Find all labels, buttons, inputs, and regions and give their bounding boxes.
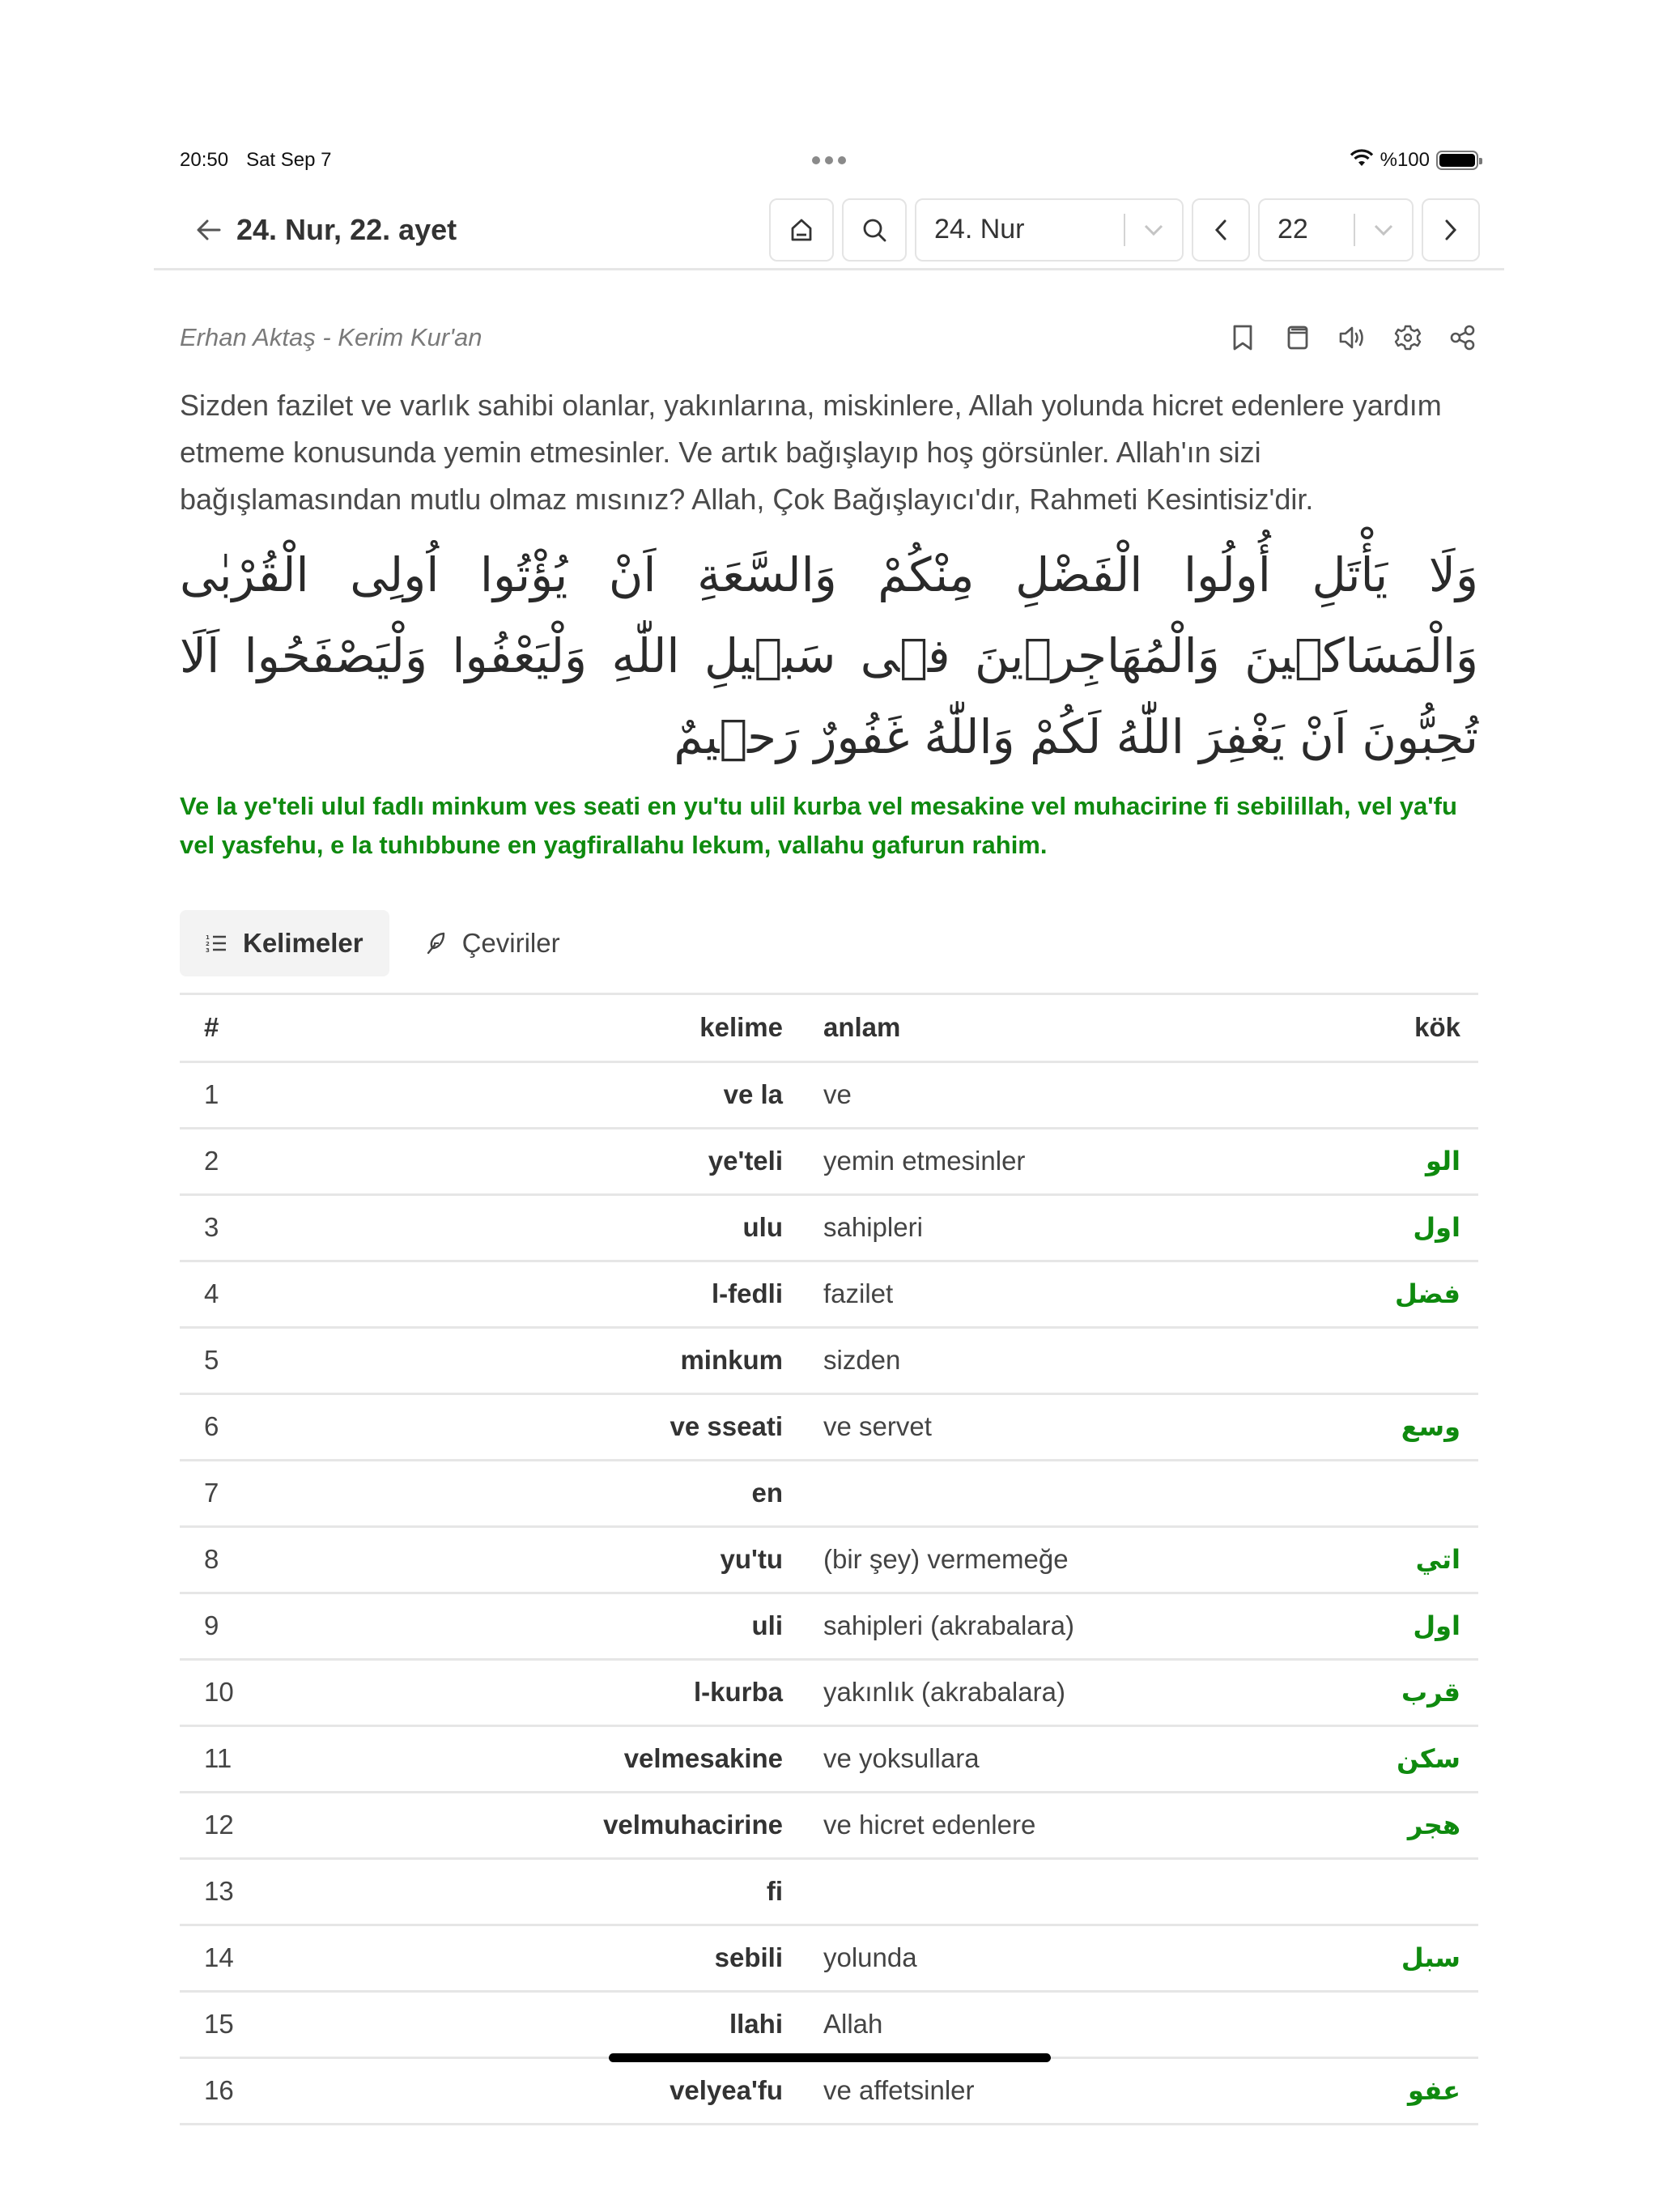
- previous-ayah-button[interactable]: [1192, 198, 1250, 262]
- word-number: 15: [180, 1991, 253, 2057]
- word-meaning: ve: [823, 1061, 1316, 1128]
- word-root: [1316, 1061, 1478, 1128]
- svg-text:1: 1: [206, 934, 210, 941]
- word-transliteration: velmuhacirine: [253, 1792, 823, 1858]
- verse-actions: [1227, 322, 1478, 353]
- bookmark-icon: [1232, 324, 1253, 351]
- word-meaning: (bir şey) vermemeğe: [823, 1526, 1316, 1593]
- book-button[interactable]: [1282, 322, 1313, 353]
- translator-row: [180, 311, 1478, 364]
- table-row[interactable]: [180, 1725, 1478, 1792]
- word-root: اتي: [1316, 1526, 1478, 1593]
- word-transliteration: ulu: [253, 1194, 823, 1261]
- translator-name[interactable]: Erhan Aktaş - Kerim Kur'an: [180, 323, 483, 351]
- page-title: 24. Nur, 22. ayet: [236, 212, 457, 246]
- word-number: 1: [180, 1061, 253, 1128]
- word-meaning: [823, 1858, 1316, 1925]
- audio-button[interactable]: [1337, 322, 1368, 353]
- word-transliteration: sebili: [253, 1925, 823, 1991]
- sura-select-value: 24. Nur: [934, 214, 1025, 245]
- column-header-meaning[interactable]: anlam: [823, 995, 1316, 1061]
- svg-text:3: 3: [206, 947, 210, 953]
- word-meaning: fazilet: [823, 1261, 1316, 1327]
- word-transliteration: yu'tu: [253, 1526, 823, 1593]
- column-header-number[interactable]: #: [180, 995, 253, 1061]
- word-root: عفو: [1316, 2057, 1478, 2124]
- word-number: 8: [180, 1526, 253, 1593]
- home-indicator[interactable]: [609, 2053, 1051, 2062]
- word-meaning: ve servet: [823, 1393, 1316, 1460]
- verse-transliteration: Ve la ye'teli ulul fadlı minkum ves seati en yu'tu ulil kurba vel mesakine vel muhacirine fi sebilillah, vel ya'fu vel yasfehu, e la tuhıbbune en yagfirallahu lekum, vallahu gafurun rahim.: [180, 792, 1457, 859]
- back-button[interactable]: [193, 214, 225, 246]
- word-meaning: yemin etmesinler: [823, 1128, 1316, 1194]
- word-root: [1316, 1991, 1478, 2057]
- arrow-left-icon: [197, 219, 221, 240]
- bookmark-button[interactable]: [1227, 322, 1258, 353]
- word-number: 5: [180, 1327, 253, 1393]
- word-transliteration: velyea'fu: [253, 2057, 823, 2124]
- word-root: وسع: [1316, 1393, 1478, 1460]
- word-number: 10: [180, 1659, 253, 1725]
- word-transliteration: en: [253, 1460, 823, 1526]
- table-row[interactable]: [180, 1792, 1478, 1858]
- word-transliteration: l-kurba: [253, 1659, 823, 1725]
- status-date: Sat Sep 7: [246, 149, 332, 171]
- words-table: [180, 995, 1478, 2125]
- tab-label: Çeviriler: [461, 928, 560, 958]
- table-row[interactable]: [180, 1194, 1478, 1261]
- chevron-down-icon: [1355, 223, 1412, 236]
- chevron-left-icon: [1214, 219, 1228, 241]
- word-transliteration: l-fedli: [253, 1261, 823, 1327]
- word-meaning: sahipleri (akrabalara): [823, 1593, 1316, 1659]
- table-row[interactable]: [180, 1061, 1478, 1128]
- word-root: هجر: [1316, 1792, 1478, 1858]
- column-header-word[interactable]: kelime: [253, 995, 823, 1061]
- verse-content: [180, 311, 1478, 2125]
- word-transliteration: velmesakine: [253, 1725, 823, 1792]
- speaker-icon: [1338, 325, 1367, 351]
- svg-text:2: 2: [206, 941, 210, 947]
- word-meaning: ve yoksullara: [823, 1725, 1316, 1792]
- word-root: اول: [1316, 1593, 1478, 1659]
- table-row[interactable]: [180, 1526, 1478, 1593]
- word-number: 2: [180, 1128, 253, 1194]
- word-root: سكن: [1316, 1725, 1478, 1792]
- navigation-toolbar: [769, 198, 1480, 262]
- multitasking-dots-icon[interactable]: [812, 156, 846, 164]
- share-button[interactable]: [1448, 322, 1478, 353]
- feather-icon: [425, 931, 446, 955]
- table-row[interactable]: [180, 1327, 1478, 1393]
- battery-icon: [1436, 151, 1478, 170]
- word-meaning: sahipleri: [823, 1194, 1316, 1261]
- word-transliteration: ve sseati: [253, 1393, 823, 1460]
- word-number: 14: [180, 1925, 253, 1991]
- word-transliteration: llahi: [253, 1991, 823, 2057]
- tab-label: Kelimeler: [243, 928, 363, 958]
- table-row[interactable]: [180, 1991, 1478, 2057]
- ayah-select[interactable]: [1258, 198, 1414, 262]
- word-root: [1316, 1327, 1478, 1393]
- table-row[interactable]: [180, 1393, 1478, 1460]
- word-transliteration: ye'teli: [253, 1128, 823, 1194]
- status-time: 20:50: [180, 149, 229, 171]
- word-root: قرب: [1316, 1659, 1478, 1725]
- search-icon: [861, 217, 887, 243]
- table-row[interactable]: [180, 1858, 1478, 1925]
- battery-percent: %100: [1380, 149, 1430, 171]
- home-button[interactable]: [769, 198, 834, 262]
- word-meaning: sizden: [823, 1327, 1316, 1393]
- word-number: 9: [180, 1593, 253, 1659]
- word-number: 7: [180, 1460, 253, 1526]
- table-row[interactable]: [180, 1925, 1478, 1991]
- table-row[interactable]: [180, 2057, 1478, 2124]
- word-transliteration: fi: [253, 1858, 823, 1925]
- column-header-root[interactable]: kök: [1316, 995, 1478, 1061]
- header-bar: [154, 191, 1504, 270]
- settings-button[interactable]: [1392, 322, 1423, 353]
- word-number: 4: [180, 1261, 253, 1327]
- table-row[interactable]: [180, 1128, 1478, 1194]
- gear-icon: [1394, 324, 1422, 351]
- tab-ceviriler[interactable]: [399, 910, 586, 976]
- table-row[interactable]: [180, 1460, 1478, 1526]
- word-meaning: ve affetsinler: [823, 2057, 1316, 2124]
- word-root: [1316, 1858, 1478, 1925]
- book-icon: [1286, 325, 1309, 351]
- status-indicators: [1350, 149, 1478, 172]
- search-button[interactable]: [842, 198, 907, 262]
- word-meaning: ve hicret edenlere: [823, 1792, 1316, 1858]
- word-meaning: [823, 1460, 1316, 1526]
- word-root: [1316, 1460, 1478, 1526]
- table-row[interactable]: [180, 1659, 1478, 1725]
- sura-select[interactable]: [915, 198, 1184, 262]
- word-number: 16: [180, 2057, 253, 2124]
- word-transliteration: ve la: [253, 1061, 823, 1128]
- home-icon: [790, 218, 813, 242]
- chevron-right-icon: [1443, 219, 1458, 241]
- word-meaning: yolunda: [823, 1925, 1316, 1991]
- word-meaning: Allah: [823, 1991, 1316, 2057]
- wifi-icon: [1350, 149, 1374, 172]
- word-transliteration: uli: [253, 1593, 823, 1659]
- word-number: 12: [180, 1792, 253, 1858]
- word-number: 3: [180, 1194, 253, 1261]
- status-bar: [180, 144, 1478, 177]
- chevron-down-icon: [1125, 223, 1182, 236]
- numbered-list-icon: [206, 934, 227, 953]
- share-icon: [1449, 324, 1477, 351]
- table-row[interactable]: [180, 1261, 1478, 1327]
- word-root: اول: [1316, 1194, 1478, 1261]
- tab-bar: [180, 910, 1478, 995]
- word-meaning: yakınlık (akrabalara): [823, 1659, 1316, 1725]
- battery-level: [1439, 154, 1475, 167]
- word-number: 11: [180, 1725, 253, 1792]
- word-number: 13: [180, 1858, 253, 1925]
- verse-translation: Sizden fazilet ve varlık sahibi olanlar, yakınlarına, miskinlere, Allah yolunda hicret edenlere yardım etmeme konusunda yemin etmesinler. Ve artık bağışlayıp hoş görsünler. Allah'ın sizi bağışlamasından mutlu olmaz mısınız? Allah, Çok Bağışlayıcı'dır, Rahmeti Kesintisiz'dir.: [180, 389, 1442, 516]
- table-header-row: [180, 995, 1478, 1061]
- verse-arabic: وَلَا يَأْتَلِ أُولُوا الْفَضْلِ مِنْكُمْ وَالسَّعَةِ اَنْ يُؤْتُوا اُولِى الْقُرْبٰى وَالْمَسَاكٖينَ وَالْمُهَاجِرٖينَ فٖى سَبٖيلِ اللّٰهِ وَلْيَعْفُوا وَلْيَصْفَحُوا اَلَا تُحِبُّونَ اَنْ يَغْفِرَ اللّٰهُ لَكُمْ وَاللّٰهُ غَفُورٌ رَحٖيمٌ: [180, 547, 1478, 764]
- next-ayah-button[interactable]: [1422, 198, 1480, 262]
- table-row[interactable]: [180, 1593, 1478, 1659]
- tab-kelimeler[interactable]: [180, 910, 389, 976]
- word-transliteration: minkum: [253, 1327, 823, 1393]
- word-number: 6: [180, 1393, 253, 1460]
- ayah-select-value: 22: [1278, 214, 1308, 245]
- word-root: الو: [1316, 1128, 1478, 1194]
- word-root: سبل: [1316, 1925, 1478, 1991]
- word-root: فضل: [1316, 1261, 1478, 1327]
